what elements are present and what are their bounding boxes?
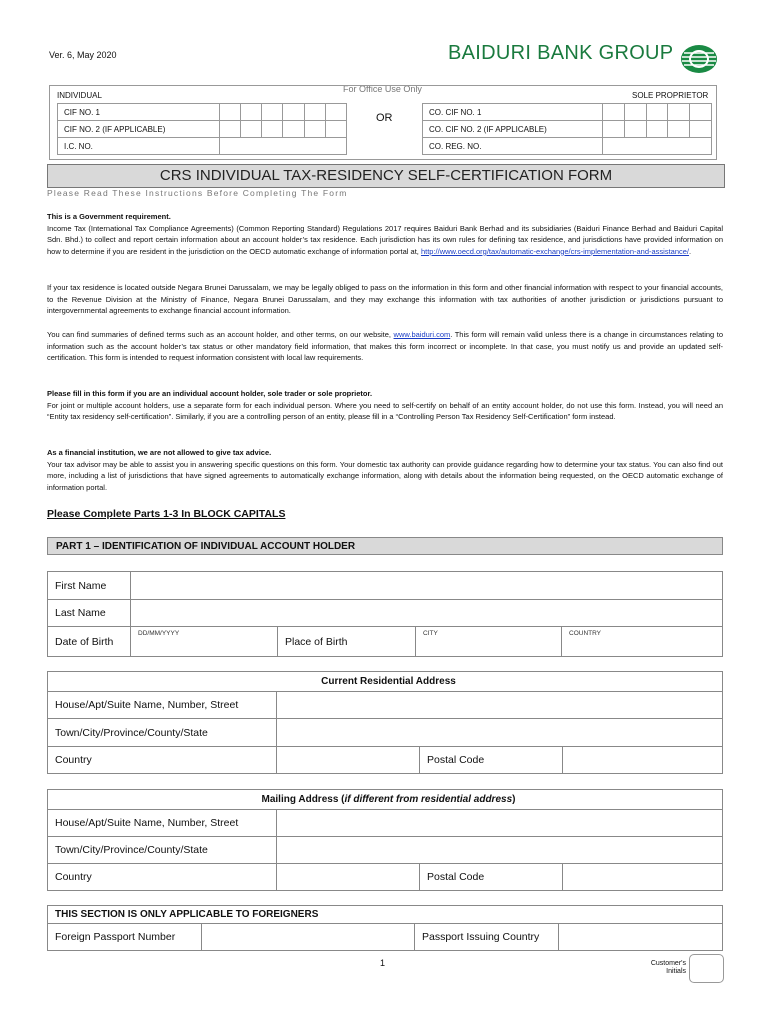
co-reg-no-label: CO. REG. NO.	[423, 138, 603, 155]
p5-bold: As a financial institution, we are not allowed to give tax advice.	[47, 448, 272, 457]
passport-number-label: Foreign Passport Number	[48, 924, 202, 951]
p3-text-b: . This form will remain valid unless there is a change in circumstances relating to information such as the account holder’s tax status or other mandatory field information, that makes this form incorrect or incomplete. In that case, you must notify us and provide an updated self-certification. This form is intended to request information consistent with local law requirements.	[47, 330, 723, 363]
p4-bold: Please fill in this form if you are an individual account holder, sole trader or sole proprietor.	[47, 389, 373, 398]
last-name-field[interactable]	[131, 600, 723, 627]
ic-no-label: I.C. NO.	[58, 138, 220, 155]
mail-postal-field[interactable]	[563, 864, 723, 891]
res-town-label: Town/City/Province/County/State	[48, 719, 277, 747]
res-country-field[interactable]	[277, 747, 420, 774]
passport-country-field[interactable]	[559, 924, 723, 951]
cif-no-2-label: CIF NO. 2 (IF APPLICABLE)	[58, 121, 220, 138]
version-label: Ver. 6, May 2020	[49, 50, 117, 60]
co-cif-no-1-label: CO. CIF NO. 1	[423, 104, 603, 121]
paragraph-fill-in	[47, 388, 723, 423]
residential-heading: Current Residential Address	[48, 672, 723, 692]
mail-street-field[interactable]	[277, 810, 723, 837]
cif-box[interactable]	[219, 104, 240, 121]
pob-city-field[interactable]: CITY	[416, 627, 562, 657]
paragraph-defined-terms	[47, 329, 723, 364]
cif-box[interactable]	[304, 104, 325, 121]
dob-label: Date of Birth	[48, 627, 131, 657]
mail-street-label: House/Apt/Suite Name, Number, Street	[48, 810, 277, 837]
cif-box[interactable]	[325, 104, 346, 121]
p1-text: Income Tax (International Tax Compliance Agreements) (Common Reporting Standard) Regulations 2017 requires Baiduri Bank Berhad and its subsidiaries (Baiduri Finance Berhad and Baiduri Capital Sdn. Bhd.) to collect and report certain information about an account holder’s tax residence. Each jurisdiction has its own rules for defining tax residence, and jurisdictions have provided information on how to determine if you are resident in the jurisdiction on the OECD automatic exchange of information portal at,	[47, 223, 723, 256]
initials-label-a: Customer's	[650, 960, 686, 967]
or-label: OR	[376, 112, 393, 124]
p1-end: .	[689, 246, 692, 256]
res-postal-label: Postal Code	[420, 747, 563, 774]
res-street-label: House/Apt/Suite Name, Number, Street	[48, 692, 277, 719]
pob-label: Place of Birth	[278, 627, 416, 657]
initials-label-b: Initials	[666, 968, 686, 975]
cif-box[interactable]	[325, 121, 346, 138]
mailing-heading-a: Mailing Address (	[261, 794, 345, 805]
foreigners-table	[47, 905, 723, 951]
cif-box[interactable]	[304, 121, 325, 138]
pob-country-field[interactable]: COUNTRY	[562, 627, 723, 657]
mail-town-label: Town/City/Province/County/State	[48, 837, 277, 864]
first-name-label: First Name	[48, 572, 131, 600]
res-country-label: Country	[48, 747, 277, 774]
p1-bold: This is a Government requirement.	[47, 212, 171, 221]
co-cif-box[interactable]	[690, 104, 712, 121]
co-cif-box[interactable]	[624, 104, 646, 121]
cif-box[interactable]	[240, 104, 261, 121]
oecd-link[interactable]: http://www.oecd.org/tax/automatic-exchange/crs-implementation-and-assistance/	[420, 246, 690, 256]
foreigners-heading: THIS SECTION IS ONLY APPLICABLE TO FOREIGNERS	[48, 906, 723, 924]
first-name-field[interactable]	[131, 572, 723, 600]
co-cif-box[interactable]	[603, 104, 625, 121]
last-name-label: Last Name	[48, 600, 131, 627]
co-cif-box[interactable]	[646, 121, 668, 138]
res-town-field[interactable]	[277, 719, 723, 747]
co-cif-box[interactable]	[668, 121, 690, 138]
identification-table	[47, 571, 723, 657]
form-title: CRS INDIVIDUAL TAX-RESIDENCY SELF-CERTIFICATION FORM	[47, 164, 725, 188]
p3-text-a: You can find summaries of defined terms such as an account holder, and other terms, on our website,	[47, 330, 392, 339]
ic-no-field[interactable]	[219, 138, 346, 155]
cif-box[interactable]	[240, 121, 261, 138]
passport-country-label: Passport Issuing Country	[415, 924, 559, 951]
initials-label	[634, 960, 686, 976]
individual-label: INDIVIDUAL	[57, 91, 102, 100]
brand-name: BAIDURI BANK GROUP	[448, 42, 674, 64]
mailing-heading-b: if different from residential address	[344, 794, 513, 805]
complete-heading: Please Complete Parts 1-3 In BLOCK CAPITALS	[47, 508, 286, 520]
p5-text: Your tax advisor may be able to assist you in answering specific questions on this form. Your domestic tax authority can provide guidance regarding how to determine your tax status. You can also find out more, including a list of jurisdictions that have signed agreements to automatically exchange information, along with details about the information being requested, on the OECD automatic exchange of information portal.	[47, 459, 723, 492]
mailing-address-table	[47, 789, 723, 891]
page-number: 1	[380, 958, 386, 968]
mailing-heading-c: )	[512, 794, 516, 805]
cif-box[interactable]	[262, 104, 283, 121]
cif-box[interactable]	[283, 121, 304, 138]
paragraph-tax-residence	[47, 282, 723, 317]
residential-address-table	[47, 671, 723, 774]
paragraph-government-requirement	[47, 211, 723, 257]
mail-country-field[interactable]	[277, 864, 420, 891]
co-cif-box[interactable]	[624, 121, 646, 138]
bank-logo-icon	[680, 44, 718, 74]
cif-box[interactable]	[262, 121, 283, 138]
cif-no-1-label: CIF NO. 1	[58, 104, 220, 121]
p2-text: If your tax residence is located outside Negara Brunei Darussalam, we may be legally obliged to pass on the information in this form and other financial information with respect to your financial accounts, to the Revenue Division at the Ministry of Finance, Negara Brunei Darussalam, and they may exchange this information with tax authorities of another jurisdiction or jurisdictions pursuant to intergovernmental agreements to exchange financial account information.	[47, 283, 723, 316]
part1-title: PART 1 – IDENTIFICATION OF INDIVIDUAL ACCOUNT HOLDER	[47, 537, 723, 555]
initials-box[interactable]	[689, 954, 724, 983]
co-cif-box[interactable]	[603, 121, 625, 138]
co-reg-no-field[interactable]	[603, 138, 712, 155]
co-cif-box[interactable]	[690, 121, 712, 138]
mail-postal-label: Postal Code	[420, 864, 563, 891]
cif-box[interactable]	[283, 104, 304, 121]
mailing-heading	[48, 790, 723, 810]
baiduri-link[interactable]: www.baiduri.com	[393, 330, 451, 339]
p4-text: For joint or multiple account holders, use a separate form for each individual person. Where you need to self-certify on behalf of an entity account holder, do not use this form. Instead, you will need an “Entity tax residency self-certification”. Similarly, if you are a controlling person of an entity, please fill in a “Controlling Person Tax Residency Self-Certification” form instead.	[47, 400, 723, 422]
co-cif-box[interactable]	[668, 104, 690, 121]
sole-proprietor-label: SOLE PROPRIETOR	[632, 91, 709, 100]
cif-box[interactable]	[219, 121, 240, 138]
individual-cif-table	[57, 103, 347, 155]
res-street-field[interactable]	[277, 692, 723, 719]
co-cif-box[interactable]	[646, 104, 668, 121]
office-use-label: For Office Use Only	[343, 84, 422, 94]
instructions-heading: Please Read These Instructions Before Completing The Form	[47, 188, 348, 198]
passport-number-field[interactable]	[202, 924, 415, 951]
co-cif-no-2-label: CO. CIF NO. 2 (IF APPLICABLE)	[423, 121, 603, 138]
paragraph-tax-advice	[47, 447, 723, 493]
dob-field[interactable]: DD/MM/YYYY	[131, 627, 278, 657]
mail-country-label: Country	[48, 864, 277, 891]
company-cif-table	[422, 103, 712, 155]
mail-town-field[interactable]	[277, 837, 723, 864]
res-postal-field[interactable]	[563, 747, 723, 774]
